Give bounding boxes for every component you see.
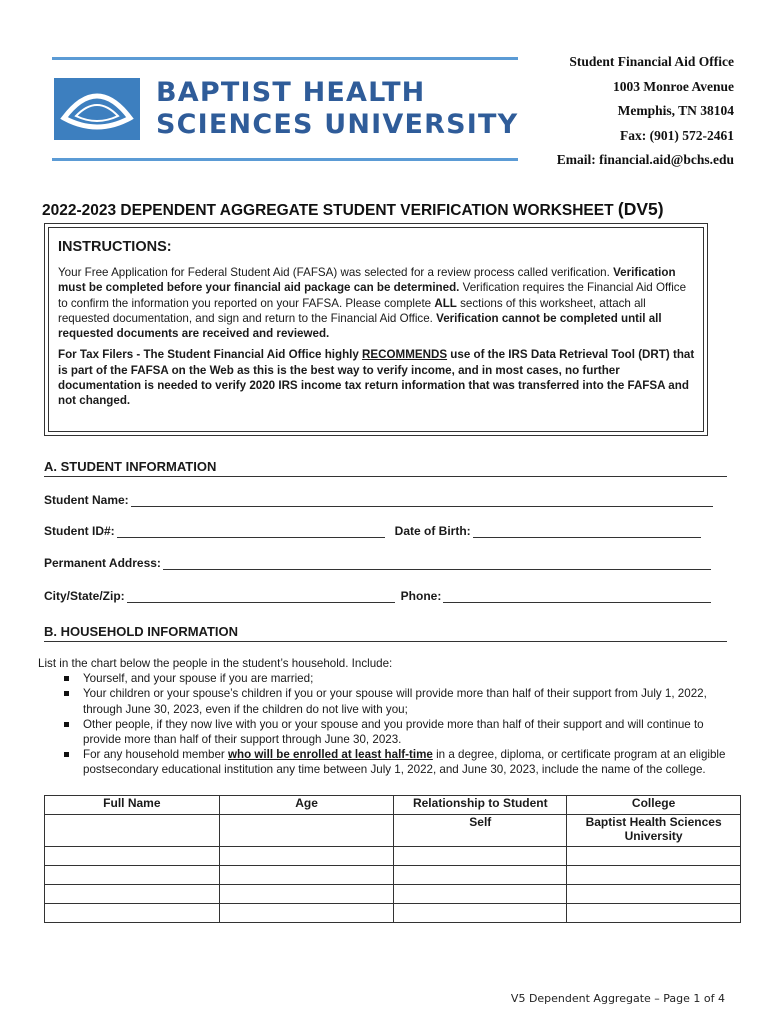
title-text: 2022-2023 DEPENDENT AGGREGATE STUDENT VERIFICATION WORKSHEET	[42, 202, 618, 219]
list-item	[64, 686, 728, 716]
cell-age[interactable]	[219, 885, 394, 904]
office-contact-block	[557, 50, 734, 173]
bullet-emphasis: who will be enrolled at least half-time	[228, 748, 433, 762]
col-header-full-name: Full Name	[45, 796, 220, 815]
cell-college[interactable]	[567, 885, 741, 904]
office-city: Memphis, TN 38104	[617, 103, 734, 118]
instr-underline: RECOMMENDS	[362, 348, 448, 362]
city-label: City/State/Zip:	[44, 589, 125, 603]
student-id-label: Student ID#:	[44, 524, 115, 538]
instr-text: Verification requires the Financial Aid Office to confirm the information you reported on your FAFSA. Please complete	[58, 281, 687, 310]
instr-bold: ALL	[434, 296, 457, 310]
cell-full-name[interactable]	[45, 815, 220, 847]
table-row	[45, 885, 741, 904]
col-header-age: Age	[219, 796, 394, 815]
address-label: Permanent Address:	[44, 556, 161, 570]
instr-text: For Tax Filers - The Student Financial Aid Office highly	[58, 348, 363, 362]
section-b-heading: B. HOUSEHOLD INFORMATION	[44, 624, 727, 642]
bullet-icon	[64, 722, 69, 727]
bullet-icon	[64, 752, 69, 757]
instructions-inner	[48, 227, 704, 432]
instructions-paragraph-1	[58, 265, 695, 341]
instructions-heading: INSTRUCTIONS:	[58, 239, 172, 255]
bullet-icon	[64, 676, 69, 681]
household-intro-text: List in the chart below the people in the student’s household. Include:	[38, 657, 393, 670]
bullet-text: Yourself, and your spouse if you are married;	[83, 672, 314, 686]
table-row	[45, 904, 741, 923]
logo-line-1: BAPTIST HEALTH	[156, 77, 426, 108]
dob-label: Date of Birth:	[394, 524, 471, 538]
instr-text: use of the IRS Data Retrieval Tool (DRT) that is part of the FAFSA on the Web as this is the best way to verify income, and in most cases, no further documentation is needed to verify 2020 IRS income tax return information that was transferred into the FAFSA and not changed.	[58, 348, 695, 408]
col-header-college: College	[567, 796, 741, 815]
instructions-box	[44, 223, 708, 436]
office-address: 1003 Monroe Avenue	[613, 78, 734, 94]
col-header-relationship: Relationship to Student	[394, 796, 567, 815]
cell-full-name[interactable]	[45, 847, 220, 866]
student-name-row	[44, 493, 724, 507]
bullet-text: For any household member	[83, 748, 228, 762]
title-code: (DV5)	[617, 199, 664, 219]
address-field[interactable]	[163, 558, 711, 570]
instr-text: Your Free Application for Federal Student Aid (FAFSA) was selected for a review process called verification.	[58, 266, 614, 279]
logo-line-2: SCIENCES UNIVERSITY	[156, 109, 519, 140]
student-id-row	[44, 524, 724, 538]
logo-emblem-icon	[54, 78, 140, 140]
cell-full-name[interactable]	[45, 866, 220, 885]
cell-age[interactable]	[219, 847, 394, 866]
cell-full-name[interactable]	[45, 904, 220, 923]
bullet-text: in a degree, diploma, or certificate program at an eligible postsecondary educational institution any time between July 1, 2022, and June 30, 2023, include the name of the college.	[83, 748, 726, 777]
bullet-icon	[64, 691, 69, 696]
cell-relationship[interactable]	[394, 866, 567, 885]
dob-field[interactable]	[473, 526, 701, 538]
logo-top-rule	[52, 57, 518, 60]
household-bullet-list	[64, 671, 728, 777]
student-id-field[interactable]	[117, 526, 385, 538]
instructions-paragraph-2	[58, 347, 695, 408]
cell-age[interactable]	[219, 904, 394, 923]
cell-college[interactable]	[567, 904, 741, 923]
table-row	[45, 847, 741, 866]
office-email: Email: financial.aid@bchs.edu	[556, 152, 734, 167]
cell-age[interactable]	[219, 866, 394, 885]
household-table	[44, 795, 741, 923]
section-a-heading: A. STUDENT INFORMATION	[44, 459, 727, 477]
cell-relationship[interactable]	[394, 847, 567, 866]
instr-bold: Verification must be completed before your financial aid package can be determined.	[58, 266, 676, 295]
bullet-text: Your children or your spouse’s children if you or your spouse will provide more than half of their support from July 1, 2022, through June 30, 2023, even if the children do not live with you;	[83, 687, 707, 716]
logo-bottom-rule	[52, 158, 518, 161]
office-fax: Fax: (901) 572-2461	[620, 127, 734, 143]
list-item	[64, 717, 728, 747]
cell-relationship[interactable]	[394, 904, 567, 923]
household-instructions	[38, 656, 728, 778]
table-row	[45, 866, 741, 885]
phone-label: Phone:	[400, 589, 442, 603]
university-logo	[52, 57, 520, 162]
cell-full-name[interactable]	[45, 885, 220, 904]
cell-age[interactable]	[219, 815, 394, 847]
table-header-row	[45, 796, 741, 815]
page-footer: V5 Dependent Aggregate – Page 1 of 4	[510, 992, 725, 1005]
list-item	[64, 747, 728, 777]
student-name-label: Student Name:	[44, 493, 129, 507]
table-row	[45, 815, 741, 847]
cell-college[interactable]	[567, 847, 741, 866]
page-title	[42, 199, 664, 220]
cell-relationship: Self	[394, 815, 567, 847]
instr-bold: Verification cannot be completed until all requested documents are received and reviewed.	[58, 311, 662, 341]
student-name-field[interactable]	[131, 495, 713, 507]
bullet-text: Other people, if they now live with you or your spouse and you provide more than half of their support and will continue to provide more than half of their support through June 30, 2023.	[83, 717, 704, 747]
cell-college[interactable]	[567, 866, 741, 885]
cell-college: Baptist Health Sciences University	[567, 815, 741, 847]
list-item	[64, 671, 728, 686]
cell-relationship[interactable]	[394, 885, 567, 904]
logo-wordmark	[156, 77, 518, 141]
instr-text: sections of this worksheet, attach all requested documentation, and sign and return to the Financial Aid Office.	[58, 296, 646, 325]
office-name: Student Financial Aid Office	[569, 54, 734, 69]
city-field[interactable]	[127, 591, 395, 603]
address-row	[44, 556, 724, 570]
city-row	[44, 589, 724, 603]
phone-field[interactable]	[443, 591, 711, 603]
